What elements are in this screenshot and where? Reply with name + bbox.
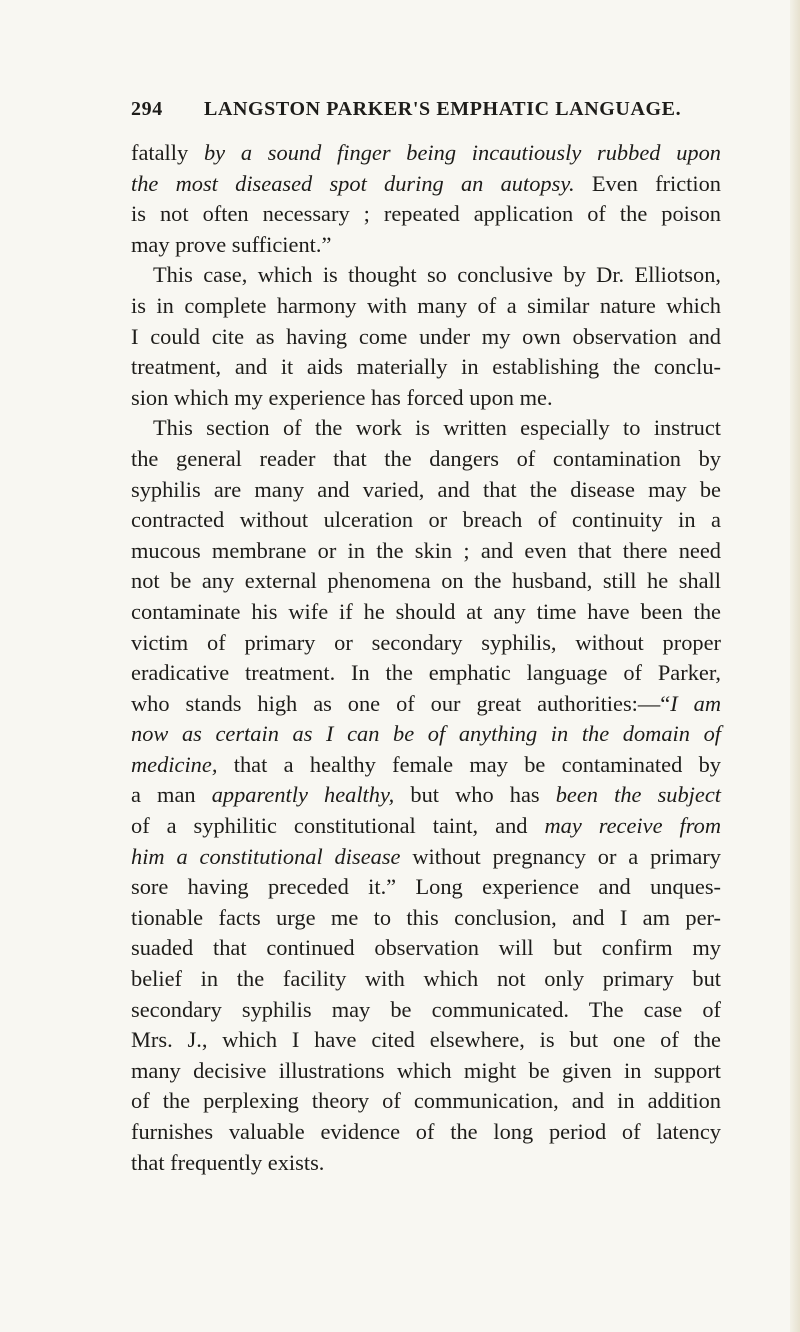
text-line: may prove sufficient.” (131, 231, 332, 257)
text-line: a man apparently healthy, but who has been the subject (131, 782, 721, 808)
page-edge-shadow (790, 0, 800, 1332)
text-line: the general reader that the dangers of contamination by (131, 445, 721, 471)
text-line: victim of primary or secondary syphilis, without proper (131, 629, 721, 655)
text-line: mucous membrane or in the skin ; and even that there need (131, 537, 721, 563)
text-line: contaminate his wife if he should at any time have been the (131, 598, 721, 624)
text-line: suaded that continued observation will but confirm my (131, 935, 721, 961)
text-line: eradicative treatment. In the emphatic language of Parker, (131, 660, 721, 686)
page-number: 294 (131, 98, 163, 120)
text-line: This case, which is thought so conclusive by Dr. Elliotson, (153, 262, 721, 288)
body-text (131, 138, 721, 1178)
page-header (131, 94, 721, 124)
text-line: contracted without ulceration or breach of continuity in a (131, 507, 721, 533)
text-line: is not often necessary ; repeated application of the poison (131, 201, 721, 227)
text-line: I could cite as having come under my own observation and (131, 323, 721, 349)
text-line: of the perplexing theory of communication, and in addition (131, 1088, 721, 1114)
text-line: many decisive illustrations which might be given in support (131, 1057, 721, 1083)
text-line: sion which my experience has forced upon me. (131, 384, 553, 410)
text-line: sore having preceded it.” Long experience and unques- (131, 874, 721, 900)
text-line: of a syphilitic constitutional taint, and may receive from (131, 813, 721, 839)
text-line: medicine, that a healthy female may be contaminated by (131, 751, 721, 777)
text-line: This section of the work is written especially to instruct (153, 415, 721, 441)
text-line: the most diseased spot during an autopsy. Even friction (131, 170, 722, 196)
text-line: furnishes valuable evidence of the long period of latency (131, 1119, 721, 1144)
text-line: belief in the facility with which not only primary but (131, 966, 721, 992)
text-line: is in complete harmony with many of a similar nature which (131, 292, 721, 318)
text-line: syphilis are many and varied, and that the disease may be (131, 476, 721, 502)
text-line: tionable facts urge me to this conclusion, and I am per- (131, 904, 721, 930)
text-line: that frequently exists. (131, 1149, 325, 1175)
running-title: LANGSTON PARKER'S EMPHATIC LANGUAGE. (204, 98, 682, 120)
text-line: now as certain as I can be of anything in the domain of (131, 721, 721, 747)
text-line: secondary syphilis may be communicated. The case of (131, 996, 721, 1022)
text-line: him a constitutional disease without pregnancy or a primary (131, 843, 722, 869)
text-line: fatally by a sound finger being incautiously rubbed upon (131, 140, 721, 165)
text-line: who stands high as one of our great authorities:—“I am (131, 690, 722, 716)
text-line: not be any external phenomena on the husband, still he shall (131, 568, 721, 594)
text-line: treatment, and it aids materially in establishing the conclu- (131, 354, 721, 380)
text-line: Mrs. J., which I have cited elsewhere, is but one of the (131, 1027, 721, 1053)
